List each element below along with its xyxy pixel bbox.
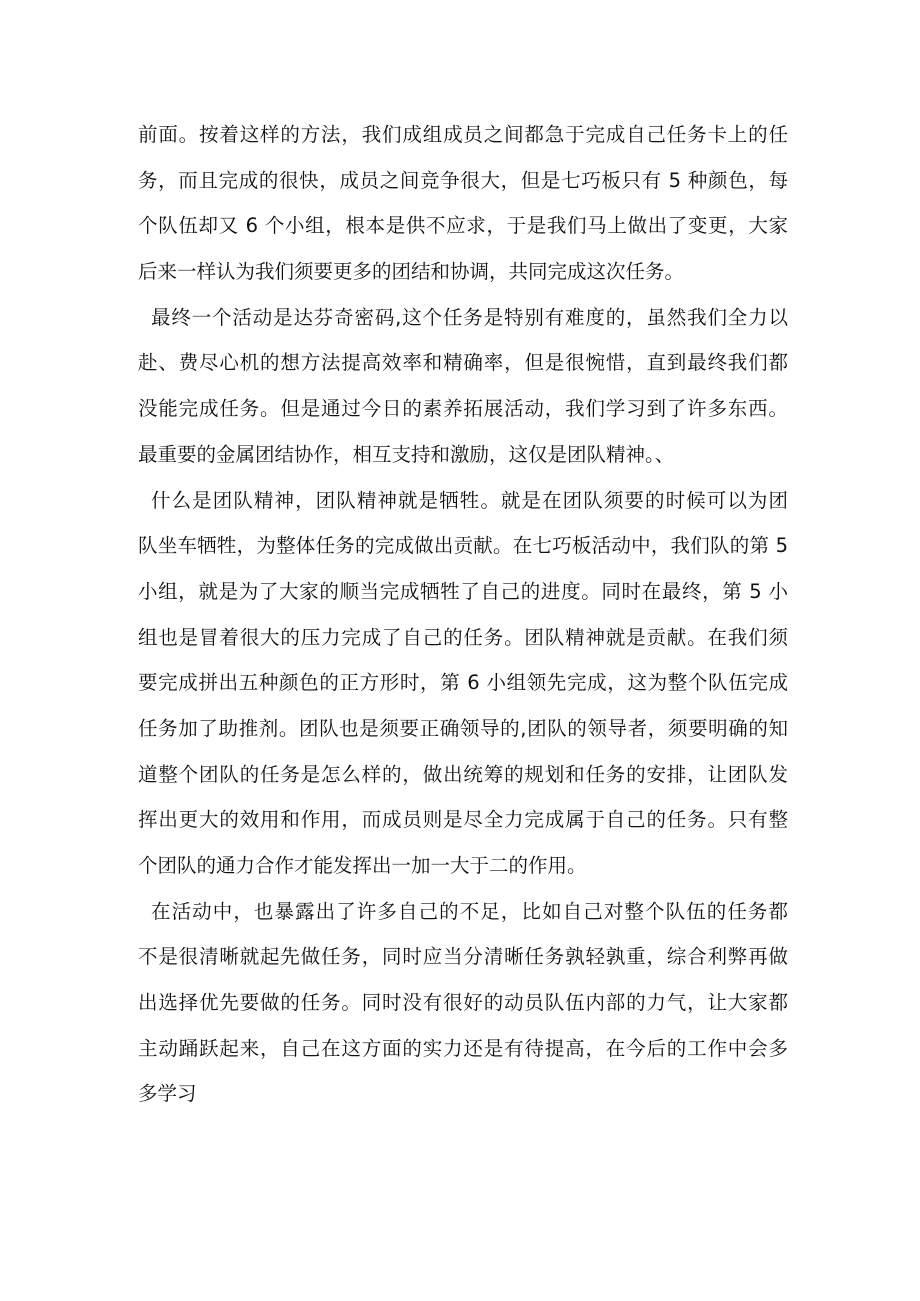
text-line: 任务加了助推剂。团队也是须要正确领导的,团队的领导者，须要明确的知 [138,716,788,740]
text-line: 不是很清晰就起先做任务，同时应当分清晰任务孰轻孰重，综合利弊再做 [138,945,788,969]
text-line: 道整个团队的任务是怎么样的，做出统筹的规划和任务的安排，让团队发 [138,762,788,786]
text-line: 挥出更大的效用和作用，而成员则是尽全力完成属于自己的任务。只有整 [138,808,788,832]
text-line: 没能完成任务。但是通过今日的素养拓展活动，我们学习到了许多东西。 [138,397,788,421]
text-line: 在活动中，也暴露出了许多自己的不足，比如自己对整个队伍的任务都 [151,899,788,923]
text-line: 主动踊跃起来，自己在这方面的实力还是有待提高，在今后的工作中会多 [138,1036,788,1060]
text-line: 最终一个活动是达芬奇密码,这个任务是特别有难度的，虽然我们全力以 [151,305,788,329]
paragraph-4 [138,889,788,1117]
text-line: 后来一样认为我们须要更多的团结和协调，共同完成这次任务。 [138,260,685,284]
text-line: 多学习 [138,1082,197,1106]
paragraph-1 [138,112,788,295]
text-line: 什么是团队精神，团队精神就是牺牲。就是在团队须要的时候可以为团 [151,488,788,512]
text-line: 要完成拼出五种颜色的正方形时，第 6 小组领先完成，这为整个队伍完成 [138,671,788,695]
text-line: 出选择优先要做的任务。同时没有很好的动员队伍内部的力气，让大家都 [138,991,788,1015]
text-line: 队坐车牺牲，为整体任务的完成做出贡献。在七巧板活动中，我们队的第 5 [138,534,788,558]
text-line: 个队伍却又 6 个小组，根本是供不应求，于是我们马上做出了变更，大家 [138,214,788,238]
text-line: 组也是冒着很大的压力完成了自己的任务。团队精神就是贡献。在我们须 [138,625,788,649]
text-line: 务，而且完成的很快，成员之间竞争很大，但是七巧板只有 5 种颜色，每 [138,168,788,192]
paragraph-2 [138,295,788,478]
paragraph-3 [138,478,788,889]
text-line: 最重要的金属团结协作，相互支持和激励，这仅是团队精神。、 [138,442,675,466]
text-line: 小组，就是为了大家的顺当完成牺牲了自己的进度。同时在最终，第 5 小 [138,579,788,603]
document-body [138,112,788,1117]
text-line: 赴、费尽心机的想方法提高效率和精确率，但是很惋惜，直到最终我们都 [138,351,788,375]
text-line: 个团队的通力合作才能发挥出一加一大于二的作用。 [138,854,587,877]
text-line: 前面。按着这样的方法，我们成组成员之间都急于完成自己任务卡上的任 [138,123,788,146]
